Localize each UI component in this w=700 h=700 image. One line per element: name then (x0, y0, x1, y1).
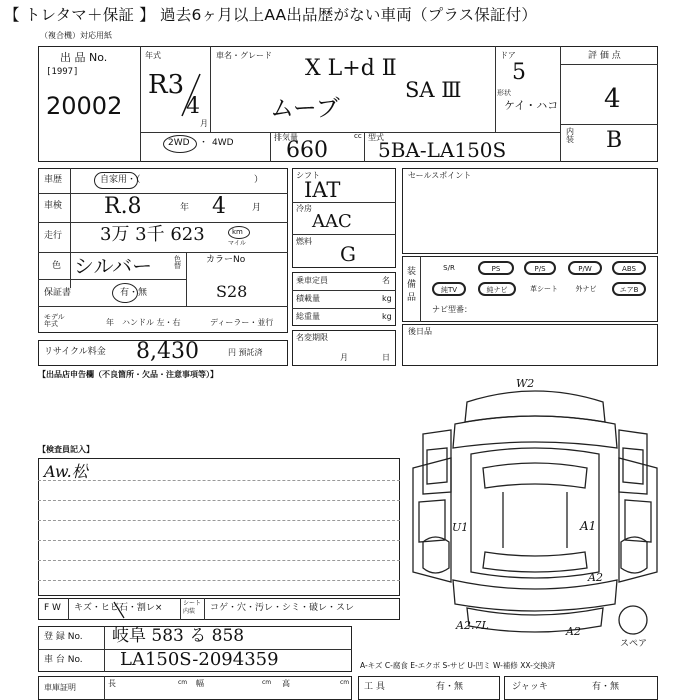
fuel-value: G (340, 242, 356, 266)
post-label: 後日品 (408, 327, 432, 336)
name-change-label: 名変期限 (296, 333, 328, 342)
capacity-label: 乗車定員 (296, 276, 328, 285)
grade-value: X L+d Ⅱ (305, 56, 397, 81)
interior-label: 内装 (566, 127, 574, 144)
drive-2wd: 2WD (168, 138, 190, 148)
fuel-label: 燃料 (296, 237, 312, 246)
total-weight-label: 総重量 (296, 312, 320, 321)
door-value: 5 (512, 60, 526, 85)
banner-title: 【 トレタマ＋保証 】 過去6ヶ月以上AA出品歴がない車両（プラス保証付） (4, 6, 538, 24)
seat-text: コゲ・穴・汚レ・シミ・破レ・スレ (210, 603, 355, 613)
equip-navi: 純ナビ (478, 282, 516, 296)
jack-options: 有・無 (592, 682, 620, 692)
shaken-month: 4 (212, 194, 226, 219)
load-unit: kg (382, 294, 392, 303)
post-frame (402, 324, 658, 366)
equip-pw: P/W (568, 261, 602, 275)
fw-strike-mark (112, 600, 126, 620)
reg-value: 岐阜 583 る 858 (112, 626, 245, 646)
mileage-value: 3万 3千 623 (100, 224, 205, 245)
total-weight-unit: kg (382, 312, 392, 321)
inspector-note: Aw.松 (44, 462, 88, 481)
reg-label: 登 録 No. (44, 632, 83, 642)
sales-point-label: セールスポイント (408, 171, 472, 180)
model-year-unit: 年 (106, 318, 114, 327)
color-label: 色 (52, 261, 62, 271)
color-change: 色替 (174, 255, 181, 270)
top-note: （複合機）対応用紙 (40, 31, 112, 40)
drive-4wd: 4WD (212, 138, 234, 148)
score-label: 評 価 点 (588, 51, 621, 61)
garage-long: 長 (108, 679, 116, 688)
chassis-value: LA150S-2094359 (120, 649, 279, 670)
jack-label: ジャッキ (512, 682, 548, 692)
month-value: 4 (186, 94, 200, 119)
capacity-unit: 名 (382, 276, 390, 285)
mark-a1: A1 (580, 519, 597, 533)
month-unit: 月 (200, 119, 208, 128)
garage-label: 車庫証明 (44, 683, 76, 692)
inspector-frame (38, 458, 400, 596)
name-change-unit: 月 (340, 353, 348, 362)
equip-tv: 純TV (432, 282, 466, 296)
equip-leather: 革シート (530, 285, 558, 293)
equip-abs: ABS (612, 261, 646, 275)
garage-cm-3: cm (340, 679, 350, 686)
garage-cm-2: cm (262, 679, 272, 686)
mileage-label: 走行 (44, 231, 63, 241)
lot-number: 20002 (46, 92, 123, 120)
load-label: 積載量 (296, 294, 320, 303)
shift-label: シフト (296, 171, 320, 180)
displacement-unit: cc (354, 132, 362, 140)
shift-value: IAT (304, 178, 341, 202)
displacement-label: 排気量 (274, 133, 298, 142)
dealer-label: ディーラー・並行 (210, 318, 274, 327)
mark-a2-rear-left: A2.7L (456, 619, 489, 632)
color-no-value: S28 (216, 282, 248, 301)
equip-sr: S/R (443, 264, 455, 272)
recycle-label: リサイクル料金 (44, 347, 106, 357)
ac-value: AAC (312, 211, 352, 232)
equip-pw-steer: P/S (524, 261, 556, 275)
color-value: シルバー (74, 254, 153, 278)
year-label: 年式 (145, 51, 161, 60)
shaken-month-unit: 月 (252, 203, 262, 213)
mark-a2-rear-right: A2 (566, 625, 581, 638)
grade-value-2: SA Ⅲ (405, 78, 462, 102)
declaration-label: 【出品店申告欄（不良箇所・欠品・注意事項等）】 (38, 370, 218, 379)
tools-label: 工 具 (364, 682, 385, 692)
drive-sep: ・ (199, 138, 209, 148)
shaken-era: R.8 (104, 194, 142, 219)
name-change-day: 日 (382, 353, 390, 362)
fw-text: キズ・ヒビ石・割レ× (74, 603, 163, 613)
type-value: 5BA-LA150S (378, 138, 507, 162)
model-year-label: モデル年式 (44, 313, 65, 328)
equip-airbag: エアB (612, 282, 646, 296)
shape-value: ケイ・ハコ (504, 99, 559, 112)
year-value: R3 (148, 70, 185, 100)
garage-cm-1: cm (178, 679, 188, 686)
interior-value: B (606, 128, 623, 153)
mileage-unit: km (232, 228, 243, 236)
score-value: 4 (604, 84, 621, 114)
garage-height: 高 (282, 679, 290, 688)
equip-label: 装備品 (407, 267, 417, 303)
lot-sub: [1997] (46, 67, 79, 77)
warranty-options: 有・無 (120, 288, 148, 298)
seat-label: シート内装 (183, 600, 202, 615)
shaken-year-unit: 年 (180, 203, 190, 213)
spare-label: スペア (620, 639, 648, 649)
garage-width: 幅 (196, 679, 204, 688)
mileage-unit2: マイル (228, 240, 246, 247)
sales-point-frame (402, 168, 658, 254)
equip-ext-navi: 外ナビ (575, 285, 597, 293)
mark-u1: U1 (452, 521, 469, 534)
model-label: 車名・グレード (216, 51, 272, 60)
recycle-value: 8,430 (136, 339, 199, 364)
shaken-label: 車検 (44, 201, 63, 211)
recycle-unit: 円 預託済 (228, 348, 263, 357)
equip-ps: PS (478, 261, 514, 275)
lot-label: 出 品 No. (60, 51, 108, 64)
model-value: ムーブ (270, 94, 340, 122)
ac-label: 冷房 (296, 204, 312, 213)
car-diagram (405, 372, 665, 652)
mark-a2-right: A2 (588, 571, 603, 584)
garage-frame (38, 676, 352, 700)
shape-label: 形状 (497, 89, 511, 97)
type-label: 型式 (368, 133, 384, 142)
chassis-label: 車 台 No. (44, 655, 83, 665)
reki-options: 自家用・（ (100, 175, 141, 185)
mark-w2: W2 (516, 377, 535, 390)
navi-label: ナビ型番： (432, 305, 472, 314)
warranty-label: 保証書 (44, 288, 72, 298)
fw-label: F W (44, 603, 61, 613)
handle-label: ハンドル 左・右 (122, 318, 181, 327)
reki-label: 車歴 (44, 175, 63, 185)
tools-options: 有・無 (436, 682, 464, 692)
inspector-label: 【検査員記入】 (38, 445, 94, 454)
legend: A-キズ C-腐食 E-エクボ S-サビ U-凹ミ W-補修 XX-交換済 (360, 661, 556, 670)
color-no-label: カラーNo (206, 255, 246, 265)
door-label: ドア (500, 51, 516, 60)
displacement-value: 660 (286, 138, 328, 163)
reki-close: ） (254, 175, 264, 185)
